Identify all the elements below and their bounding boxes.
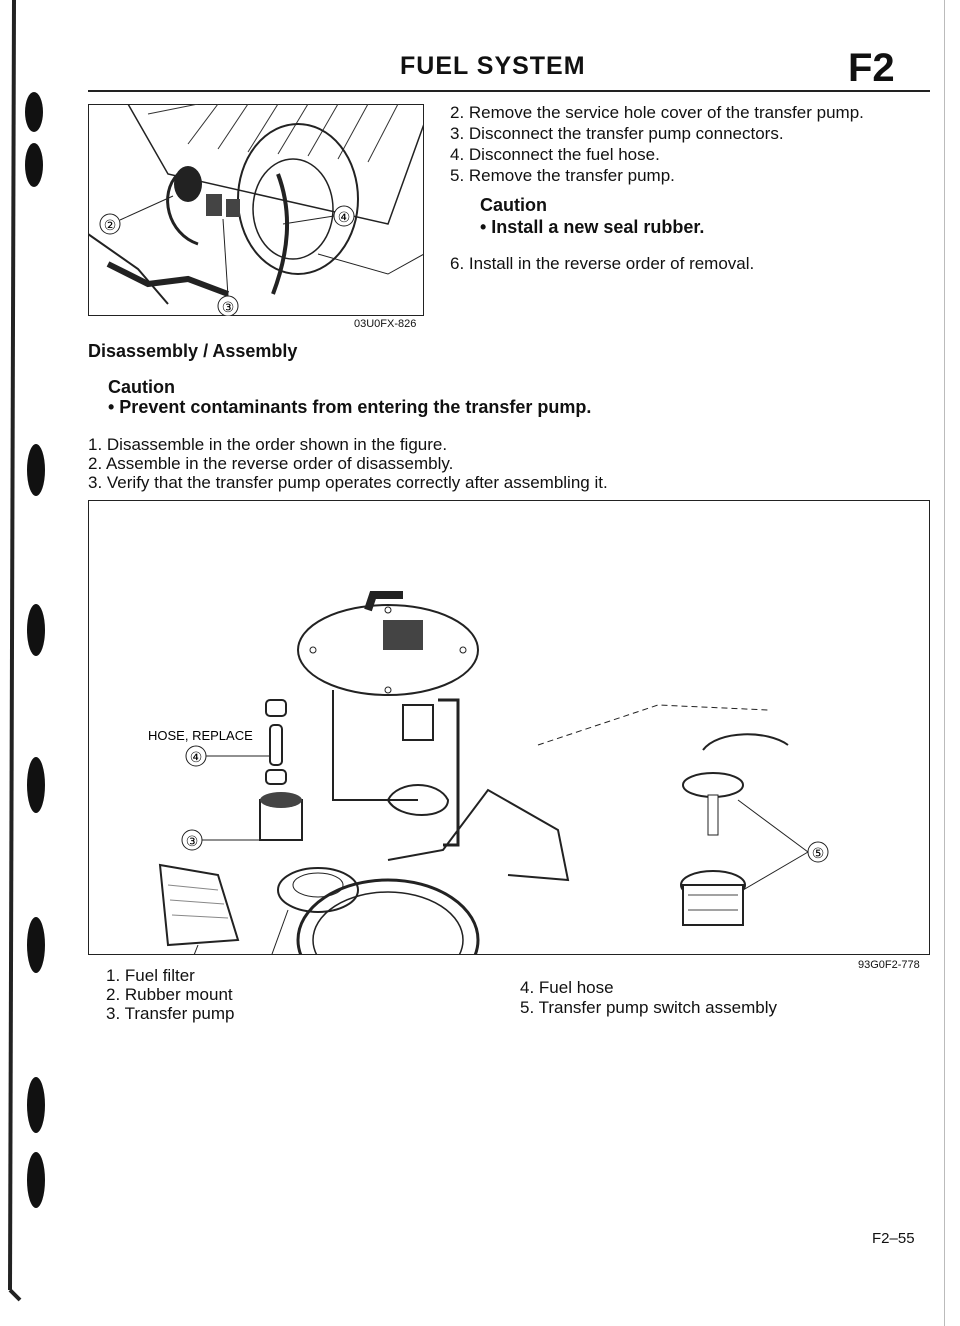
header-divider	[88, 90, 930, 92]
callout-2: ②	[103, 217, 117, 233]
section-title: Disassembly / Assembly	[88, 341, 298, 361]
procedure-item: 1. Disassemble in the order shown in the figure.	[88, 435, 448, 454]
parts-legend-right	[520, 978, 777, 1018]
legend-item: 2. Rubber mount	[106, 985, 233, 1004]
binding-holes	[0, 0, 70, 1326]
removal-steps	[450, 102, 920, 186]
legend-item: 5. Transfer pump switch assembly	[520, 998, 777, 1017]
caution-item: • Prevent contaminants from entering the transfer pump.	[108, 397, 592, 417]
callout-3: ③	[221, 299, 235, 315]
caution-heading: Caution	[108, 377, 175, 397]
callout-4: ④	[337, 209, 351, 225]
caution-item: • Install a new seal rubber.	[480, 217, 705, 237]
procedure-item: 2. Assemble in the reverse order of disassembly.	[88, 454, 454, 473]
legend-item: 3. Transfer pump	[106, 1004, 235, 1023]
removal-illustration	[88, 104, 424, 316]
step-item: 5. Remove the transfer pump.	[450, 166, 675, 185]
callout-3: ③	[185, 833, 199, 849]
figure1-caption: 03U0FX-826	[354, 318, 417, 330]
legend-item: 1. Fuel filter	[106, 966, 195, 985]
callout-4: ④	[189, 749, 203, 765]
page-title: FUEL SYSTEM	[400, 52, 586, 80]
step-item: 6. Install in the reverse order of removal.	[450, 254, 755, 273]
procedure-item: 3. Verify that the transfer pump operates correctly after assembling it.	[88, 473, 608, 492]
caution-heading: Caution	[480, 195, 547, 215]
step-item: 4. Disconnect the fuel hose.	[450, 145, 660, 164]
legend-item: 4. Fuel hose	[520, 978, 614, 997]
hose-label: HOSE, REPLACE	[148, 728, 253, 743]
exploded-view-illustration	[88, 500, 930, 955]
section-code: F2	[848, 46, 895, 90]
page-number: F2–55	[872, 1230, 915, 1247]
step-item: 2. Remove the service hole cover of the transfer pump.	[450, 103, 864, 122]
step-item: 3. Disconnect the transfer pump connectors.	[450, 124, 784, 143]
figure2-caption: 93G0F2-778	[858, 959, 920, 971]
page-edge	[944, 0, 945, 1326]
callout-5: ⑤	[811, 845, 825, 861]
procedure-list	[88, 435, 918, 492]
parts-legend-left	[106, 966, 235, 1023]
